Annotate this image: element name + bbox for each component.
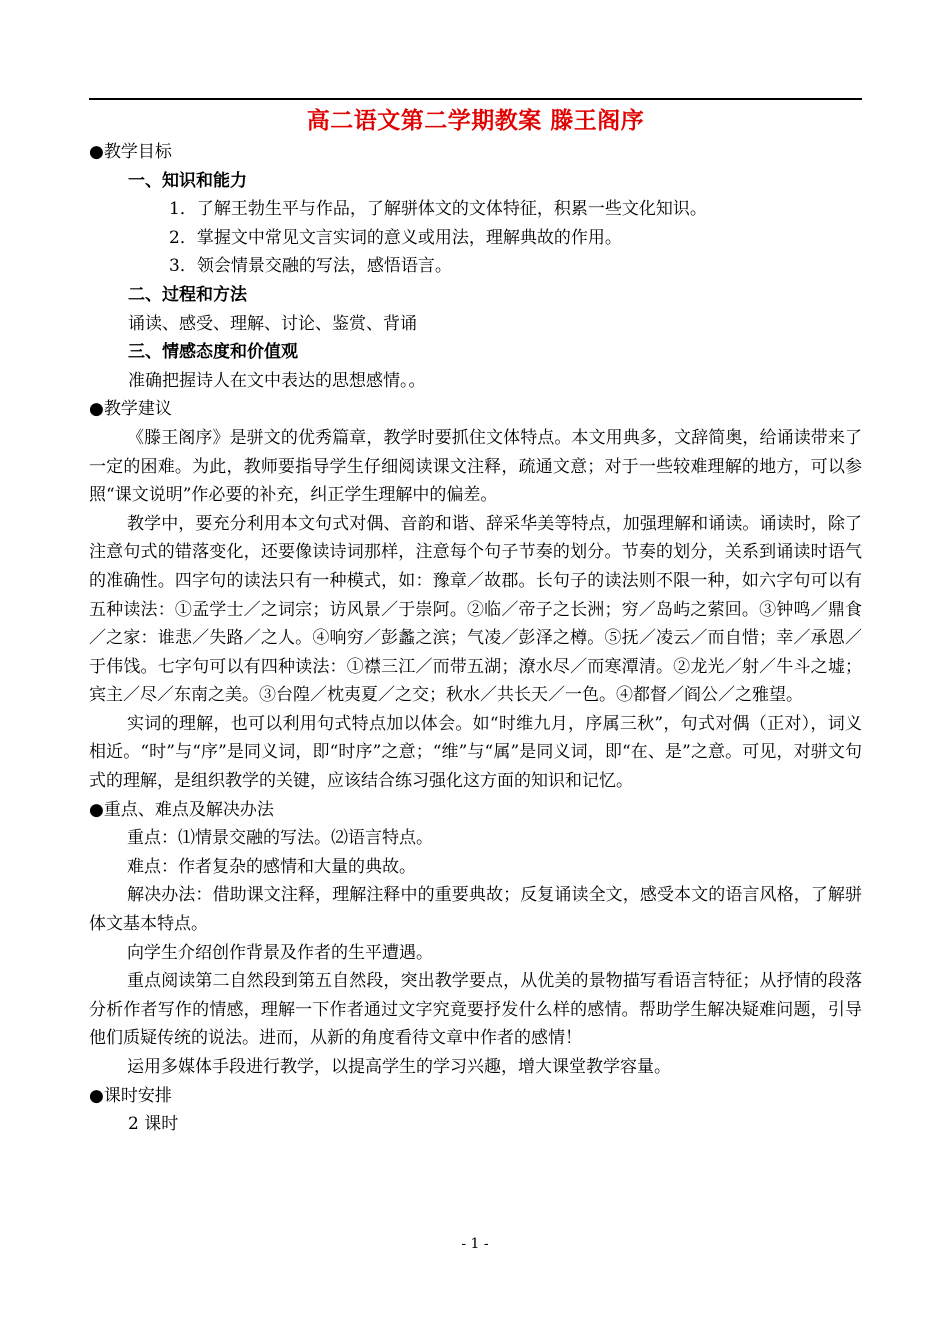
subheading-knowledge: 一、知识和能力 [128,170,247,191]
subheading-values: 三、情感态度和价值观 [128,342,298,363]
difficulty-text: 难点：作者复杂的感情和大量的典故。 [127,856,416,877]
section-heading-objectives: ●教学目标 [89,142,172,162]
page-number: - 1 - [461,1236,489,1252]
intro-text: 向学生介绍创作背景及作者的生平遭遇。 [127,942,433,963]
objective-item-2: 2．掌握文中常见文言实词的意义或用法，理解典故的作用。 [169,227,622,248]
solution-text: 解决办法：借助课文注释，理解注释中的重要典故；反复诵读全文，感受本文的语言风格，了解骈体文基本特点。 [89,885,862,935]
suggestion-paragraph-1: 《滕王阁序》是骈文的优秀篇章，教学时要抓住文体特点。本文用典多，文辞简奥，给诵读带来了一定的困难。为此，教师要指导学生仔细阅读课文注释，疏通文意；对于一些较难理解的地方，可以参照“课文说明”作必要的补充，纠正学生理解中的偏差。 [89,427,862,506]
suggestion-paragraph-3: 实词的理解，也可以利用句式特点加以体会。如“时维九月，序属三秋”，句式对偶（正对），词义相近。“时”与“序”是同义词，即“时序”之意；“维”与“属”是同义词，即“在、是”之意。可见，对骈文句式的理解，是组织教学的关键，应该结合练习强化这方面的知识和记忆。 [89,713,862,792]
suggestion-paragraph-2: 教学中，要充分利用本文句式对偶、音韵和谐、辞采华美等特点，加强理解和诵读。诵读时，除了注意句式的错落变化，还要像读诗词那样，注意每个句子节奏的划分。节奏的划分，关系到诵读时语气的准确性。四字句的读法只有一种模式，如：豫章／故郡。长句子的读法则不限一种，如六字句可以有五种读法：①孟学士／之词宗；访风景／于崇阿。②临／帝子之长洲；穷／岛屿之萦回。③钟鸣／鼎食／之家：谁悲／失路／之人。④响穷／彭蠡之滨；气凌／彭泽之樽。⑤抚／凌云／而自惜；幸／承恩／于伟饯。七字句可以有四种读法：①襟三江／而带五湖；潦水尽／而寒潭清。②龙光／射／牛斗之墟；宾主／尽／东南之美。③台隍／枕夷夏／之交；秋水／共长天／一色。④都督／阎公／之雅望。 [89,513,862,706]
reading-text: 重点阅读第二自然段到第五自然段，突出教学要点，从优美的景物描写看语言特征；从抒情的段落分析作者写作的情感，理解一下作者通过文字究竟要抒发什么样的感情。帮助学生解决疑难问题，引导他们质疑传统的说法。进而，从新的角度看待文章中作者的感情！ [89,971,862,1049]
section-heading-keypoints: ●重点、难点及解决办法 [89,799,274,820]
section-heading-suggestions: ●教学建议 [89,399,172,420]
section-heading-schedule: ●课时安排 [89,1085,172,1106]
header-rule [89,98,862,100]
process-text: 诵读、感受、理解、讨论、鉴赏、背诵 [128,313,417,334]
focus-text: 重点：⑴情景交融的写法。⑵语言特点。 [127,828,433,849]
schedule-hours: 2 课时 [128,1114,179,1135]
document-body [89,104,862,1139]
values-text: 准确把握诗人在文中表达的思想感情。。 [128,370,426,391]
objective-item-3: 3．领会情景交融的写法，感悟语言。 [169,256,452,277]
subheading-process: 二、过程和方法 [128,284,247,305]
objective-item-1: 1．了解王勃生平与作品，了解骈体文的文体特征，积累一些文化知识。 [169,199,707,220]
document-title: 高二语文第二学期教案 滕王阁序 [306,107,645,134]
media-text: 运用多媒体手段进行教学，以提高学生的学习兴趣，增大课堂教学容量。 [127,1057,671,1077]
